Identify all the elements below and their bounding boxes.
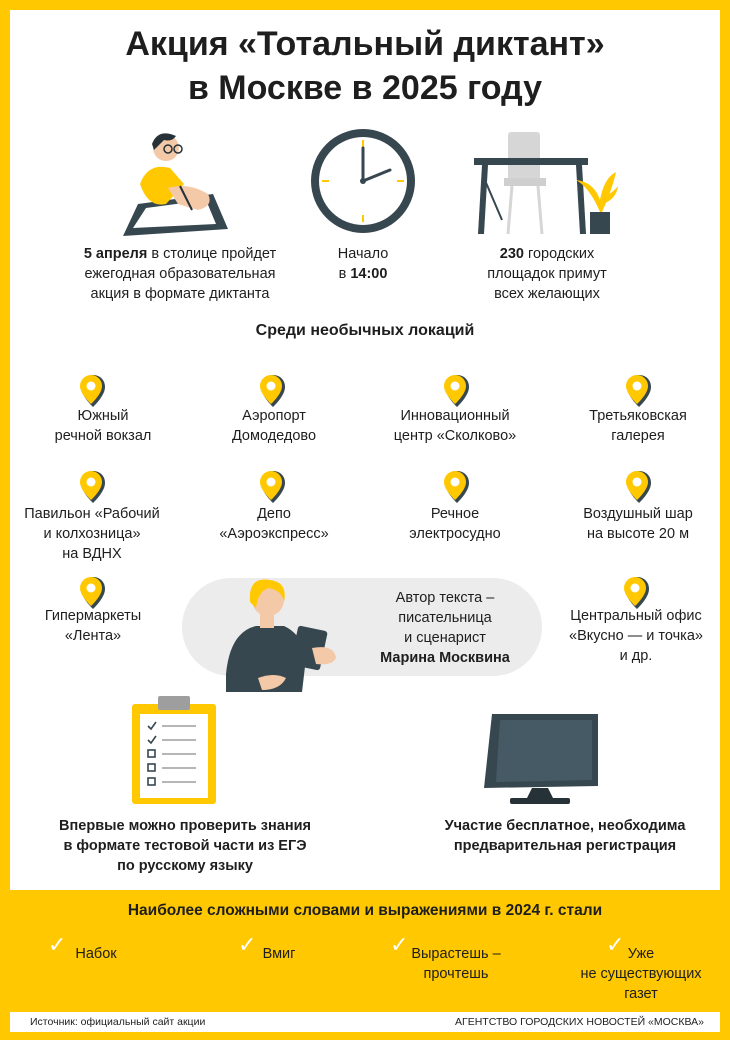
location-vdnh-pavilion: Павильон «Рабочий и колхозница» на ВДНХ bbox=[24, 506, 160, 562]
map-pin-icon bbox=[260, 374, 286, 408]
location-hot-air-balloon: Воздушный шар на высоте 20 м bbox=[583, 506, 693, 542]
location-aeroexpress-depot: Депо «Аэроэкспресс» bbox=[219, 506, 329, 542]
author-illustration bbox=[222, 574, 342, 692]
map-pin-icon bbox=[80, 374, 106, 408]
writer-illustration bbox=[118, 124, 228, 239]
checkmark-icon: ✓ bbox=[390, 932, 409, 957]
hard-word-2: Вмиг bbox=[262, 946, 296, 962]
checkmark-icon: ✓ bbox=[48, 932, 67, 957]
computer-monitor-icon bbox=[482, 712, 602, 806]
locations-heading: Среди необычных локаций bbox=[255, 322, 475, 339]
checkmark-icon: ✓ bbox=[606, 932, 625, 957]
hard-words-heading: Наиболее сложными словами и выражениями в 2024 г. стали bbox=[127, 902, 603, 919]
author-caption: Автор текста – писательница и сценарист Марина Москвина bbox=[380, 590, 510, 666]
page-title bbox=[0, 22, 730, 110]
hard-word-4: Уже не существующих газет bbox=[580, 946, 702, 1002]
map-pin-icon bbox=[260, 470, 286, 504]
note-exam-format: Впервые можно проверить знания в формате тестовой части из ЕГЭ по русскому языку bbox=[59, 818, 311, 874]
map-pin-icon bbox=[444, 470, 470, 504]
source-note: Источник: официальный сайт акции bbox=[30, 1016, 206, 1028]
footer-bar bbox=[10, 1012, 720, 1032]
fact-venues: 230 городских площадок примут всех желающих bbox=[487, 246, 607, 302]
title-line-1: Акция «Тотальный диктант» bbox=[125, 25, 605, 63]
location-tretyakov-gallery: Третьяковская галерея bbox=[589, 408, 687, 444]
agency-credit: АГЕНТСТВО ГОРОДСКИХ НОВОСТЕЙ «МОСКВА» bbox=[455, 1016, 704, 1028]
location-domodedovo: Аэропорт Домодедово bbox=[231, 408, 317, 444]
hard-word-3: Вырастешь – прочтешь bbox=[411, 946, 501, 982]
map-pin-icon bbox=[624, 576, 650, 610]
location-lenta: Гипермаркеты «Лента» bbox=[44, 608, 142, 644]
map-pin-icon bbox=[80, 576, 106, 610]
fact-date: 5 апреля в столице пройдет ежегодная образовательная акция в формате диктанта bbox=[83, 246, 277, 302]
location-electric-boat: Речное электросудно bbox=[409, 506, 501, 542]
note-free-registration: Участие бесплатное, необходима предварительная регистрация bbox=[444, 818, 686, 854]
desk-illustration bbox=[472, 128, 622, 238]
map-pin-icon bbox=[626, 470, 652, 504]
location-vkusno-office: Центральный офис «Вкусно — и точка» и др. bbox=[569, 608, 703, 664]
location-skolkovo: Инновационный центр «Сколково» bbox=[393, 408, 517, 444]
hard-word-1: Набок bbox=[75, 946, 117, 962]
location-south-river-station: Южный речной вокзал bbox=[54, 408, 152, 444]
clock-icon bbox=[308, 126, 418, 236]
checkmark-icon: ✓ bbox=[238, 932, 257, 957]
map-pin-icon bbox=[444, 374, 470, 408]
fact-start-time: Начало в 14:00 bbox=[337, 246, 389, 282]
map-pin-icon bbox=[80, 470, 106, 504]
map-pin-icon bbox=[626, 374, 652, 408]
title-line-2: в Москве в 2025 году bbox=[187, 69, 543, 107]
clipboard-checklist-icon bbox=[130, 694, 220, 806]
